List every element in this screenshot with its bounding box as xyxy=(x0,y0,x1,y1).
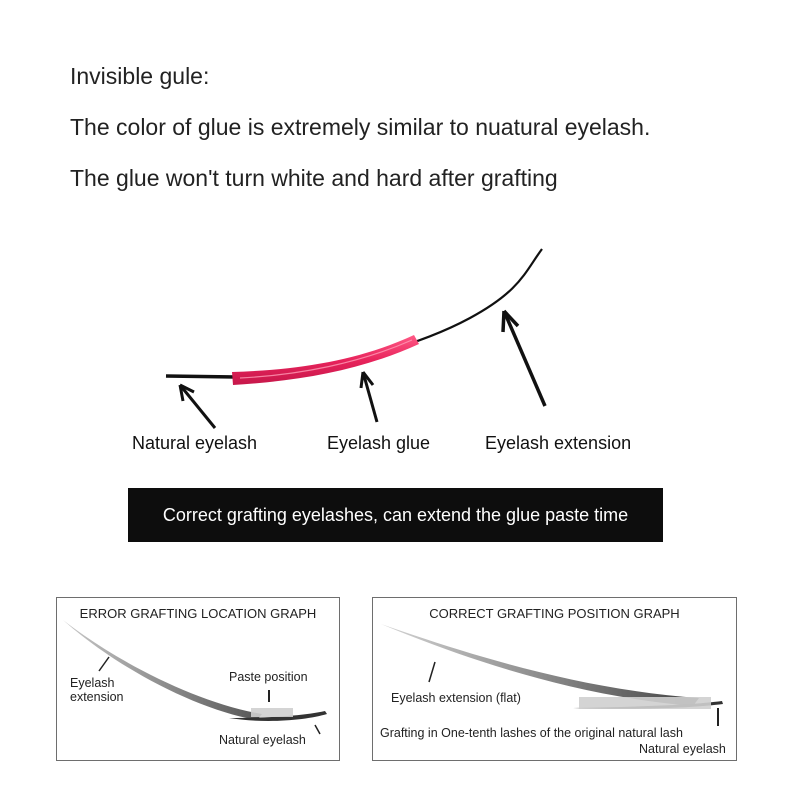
natural-eyelash-arrow xyxy=(180,385,215,428)
eyelash-extension-line xyxy=(236,249,542,377)
error-grafting-panel xyxy=(56,597,340,761)
natural-eyelash-line xyxy=(166,376,236,377)
grafting-banner: Correct grafting eyelashes, can extend the glue paste time xyxy=(128,488,663,542)
error-extension-label-2: extension xyxy=(70,690,124,704)
eyelash-glue-label: Eyelash glue xyxy=(327,433,431,453)
correct-natural-label: Natural eyelash xyxy=(639,742,726,756)
eyelash-glue-band xyxy=(232,335,419,385)
natural-eyelash-label: Natural eyelash xyxy=(132,433,258,453)
correct-grafting-box xyxy=(579,697,711,709)
heading-line-white: The glue won't turn white and hard after grafting xyxy=(70,165,558,191)
glue-arrow xyxy=(361,372,377,422)
heading-title: Invisible gule: xyxy=(70,63,210,89)
correct-grafting-label: Grafting in One-tenth lashes of the original natural lash xyxy=(380,726,683,740)
heading-line-color: The color of glue is extremely similar to nuatural eyelash. xyxy=(70,114,651,140)
error-paste-label: Paste position xyxy=(229,670,308,684)
error-natural-label: Natural eyelash xyxy=(219,733,306,747)
correct-grafting-panel xyxy=(372,597,737,761)
error-paste-box xyxy=(251,708,293,717)
error-panel-title: ERROR GRAFTING LOCATION GRAPH xyxy=(79,606,317,621)
correct-extension-label: Eyelash extension (flat) xyxy=(391,691,521,705)
eyelash-extension-label: Eyelash extension xyxy=(485,433,632,453)
extension-arrow xyxy=(503,311,545,406)
correct-panel-title: CORRECT GRAFTING POSITION GRAPH xyxy=(429,606,680,621)
error-extension-label-1: Eyelash xyxy=(70,676,115,690)
